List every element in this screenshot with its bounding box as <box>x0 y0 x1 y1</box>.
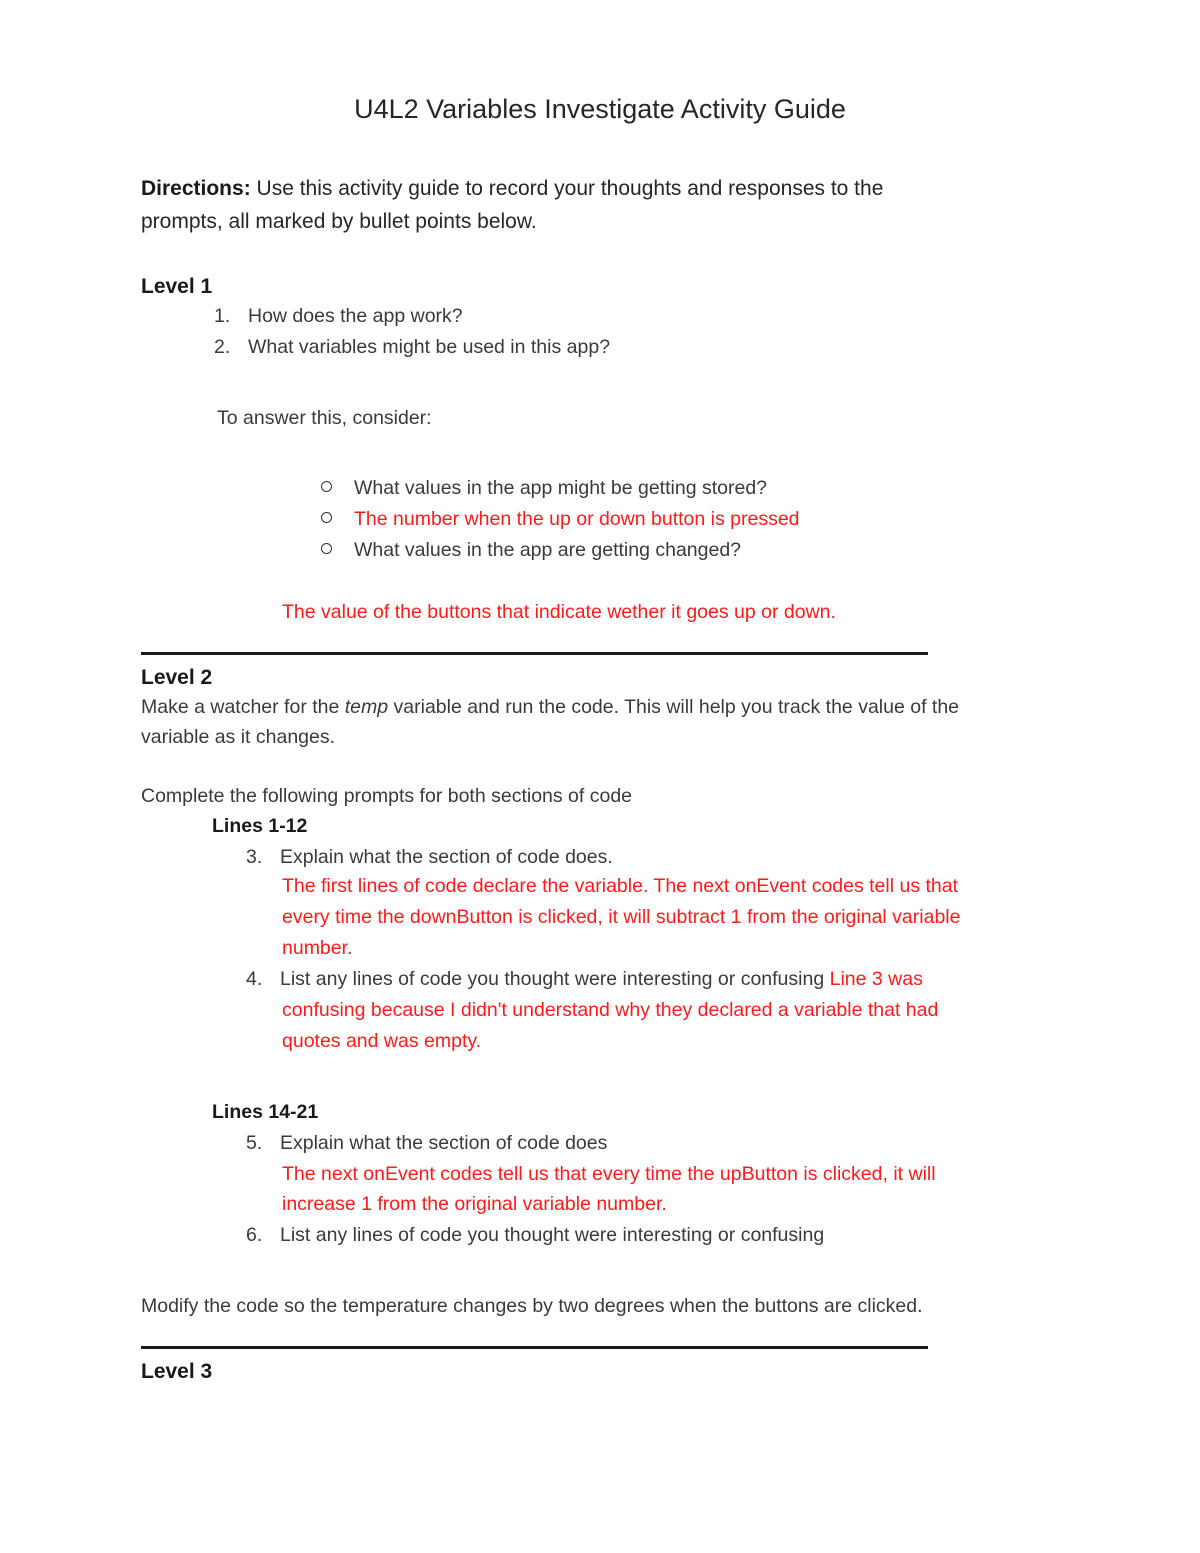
item-number: 1. <box>214 305 231 327</box>
question-4 <box>246 964 923 995</box>
section-divider <box>141 1346 928 1349</box>
directions-text-1: Use this activity guide to record your thoughts and responses to the <box>250 177 884 200</box>
question-text: Explain what the section of code does <box>280 1132 608 1154</box>
item-number: 4. <box>246 968 263 990</box>
circle-bullet-icon <box>321 481 332 492</box>
section2-heading: Lines 14-21 <box>212 1101 319 1123</box>
section1-heading: Lines 1-12 <box>212 815 308 837</box>
intro-text: Make a watcher for the <box>141 696 345 718</box>
item-text: How does the app work? <box>248 305 463 327</box>
page-title: U4L2 Variables Investigate Activity Guide <box>354 94 846 124</box>
complete-prompt: Complete the following prompts for both sections of code <box>141 785 633 807</box>
bullet-text: What values in the app might be getting stored? <box>354 477 768 499</box>
question-3 <box>246 842 613 873</box>
level1-answer: The value of the buttons that indicate wether it goes up or down. <box>282 601 836 623</box>
intro-text: variable and run the code. This will help you track the value of the <box>388 696 960 718</box>
bullet-item-2 <box>321 504 800 535</box>
item-number: 6. <box>246 1224 263 1246</box>
answer-4-inline: Line 3 was <box>829 968 923 990</box>
bullet-item-1 <box>321 473 767 504</box>
modify-instruction: Modify the code so the temperature changes by two degrees when the buttons are clicked. <box>141 1295 923 1317</box>
level1-item-1 <box>214 301 463 332</box>
level1-heading: Level 1 <box>141 275 213 298</box>
bullet-text: What values in the app are getting changed? <box>354 539 742 561</box>
question-text: Explain what the section of code does. <box>280 846 613 868</box>
intro-variable-name: temp <box>344 696 389 718</box>
question-5 <box>246 1128 607 1159</box>
directions-line-1 <box>141 172 883 205</box>
item-text: What variables might be used in this app? <box>248 336 611 358</box>
item-number: 3. <box>246 846 263 868</box>
section-divider <box>141 652 928 655</box>
level2-intro-line-2: variable as it changes. <box>141 726 336 748</box>
answer-4-line-2: quotes and was empty. <box>282 1030 482 1052</box>
directions-label: Directions: <box>141 177 251 200</box>
answer-4-line-1: confusing because I didn't understand why they declared a variable that had <box>282 999 939 1021</box>
directions-line-2: prompts, all marked by bullet points below. <box>141 210 537 233</box>
bullet-text: The number when the up or down button is pressed <box>354 508 800 530</box>
bullet-item-3 <box>321 535 741 566</box>
level2-heading: Level 2 <box>141 666 213 689</box>
question-text: List any lines of code you thought were interesting or confusing <box>280 1224 825 1246</box>
item-number: 2. <box>214 336 231 358</box>
answer-3-line-3: number. <box>282 937 353 959</box>
consider-text: To answer this, consider: <box>217 407 432 429</box>
circle-bullet-icon <box>321 543 332 554</box>
circle-bullet-icon <box>321 512 332 523</box>
answer-3-line-2: every time the downButton is clicked, it will subtract 1 from the original variable <box>282 906 961 928</box>
question-text: List any lines of code you thought were interesting or confusing <box>280 968 830 990</box>
item-number: 5. <box>246 1132 263 1154</box>
question-6 <box>246 1220 824 1251</box>
level3-heading: Level 3 <box>141 1360 213 1383</box>
answer-5-line-1: The next onEvent codes tell us that every time the upButton is clicked, it will <box>282 1163 936 1185</box>
answer-3-line-1: The first lines of code declare the variable. The next onEvent codes tell us that <box>282 875 959 897</box>
answer-5-line-2: increase 1 from the original variable number. <box>282 1193 667 1215</box>
level1-item-2 <box>214 332 610 363</box>
level2-intro-line-1 <box>141 692 959 723</box>
